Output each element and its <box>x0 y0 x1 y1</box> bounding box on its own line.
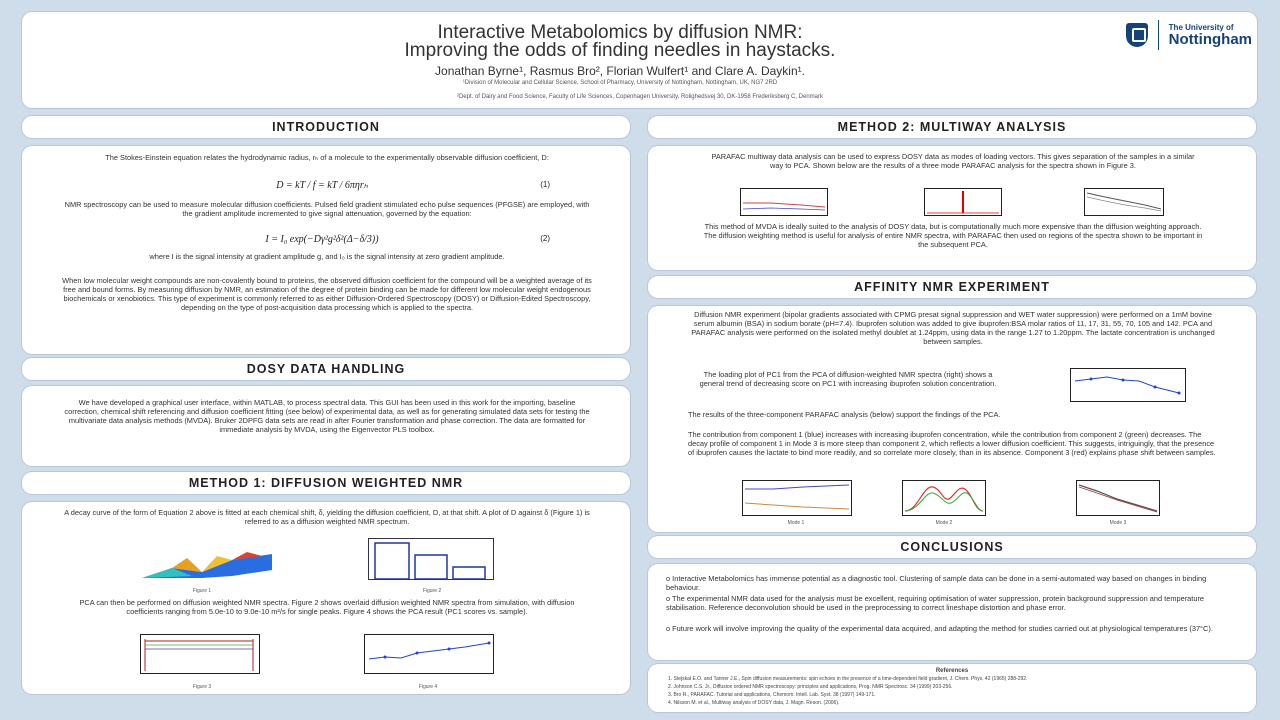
affiliation-2: ²Dept. of Dairy and Food Science, Faculty of Life Sciences, Copenhagen University, Rolighedsvej 30, DK-1958 Frederiksberg C, Denmark <box>456 94 824 100</box>
poster-title-line1: Interactive Metabolomics by diffusion NMR: <box>437 22 803 43</box>
logo-line2: Nottingham <box>1168 31 1252 48</box>
affinity-mode1-plot <box>742 480 852 516</box>
method2-paragraph-2: This method of MVDA is ideally suited to the analysis of DOSY data, but is computationally much more expensive than the diffusion weighting approach. The diffusion weighting method is useful for analysis of entire NMR spectra, with PARAFAC then used on regions of the spectra shown to be important in the subsequent PCA. <box>703 222 1203 249</box>
mode1-graphic <box>741 189 827 215</box>
affinity-paragraph-1: Diffusion NMR experiment (bipolar gradients associated with CPMG presat signal suppression and WET water suppression) were performed on a 1mM bovine serum albumin (BSA) in sodium borate (pH=7.4). Ibuprofen solution was added to give ibuprofen:BSA molar ratios of 11, 17, 31, 55, 70, 105 and 142. PCA and PARAFAC analysis were performed on the isolated methyl doublet at 1.24ppm, using data in the range 1.27 to 1.20ppm. The lactate concentration is unchanged between samples. <box>691 310 1215 346</box>
mode2-graphic <box>925 189 1001 215</box>
method2-heading: METHOD 2: MULTIWAY ANALYSIS <box>648 116 1256 138</box>
affinity-mode2-caption: Mode 2 <box>935 520 953 526</box>
introduction-panel <box>22 146 630 354</box>
conclusion-bullet-1: o Interactive Metabolomics has immense potential as a diagnostic tool. Clustering of sample data can be done in a semi-automated way based on changes in binding behaviour. <box>666 574 1207 592</box>
method1-heading: METHOD 1: DIFFUSION WEIGHTED NMR <box>22 472 630 494</box>
figure-4-pca <box>364 634 494 674</box>
affiliation-1: ¹Division of Molecular and Cellular Science, School of Pharmacy, University of Nottingham, Nottingham, UK, NG7 2RD <box>462 80 778 86</box>
bar-plot-graphic <box>369 539 493 579</box>
dosy-paragraph: We have developed a graphical user interface, within MATLAB, to process spectral data. This GUI has been used in this work for the importing, baseline correction, chemical shift referencing and diffusion coefficient fitting (see below) of experimental data, as well as for generating simulated data sets for testing the multivariate data analysis methods (MVDA). Bruker 2DPFG data sets are read in after Fourier transformation and phase correction. The data are formatted for immediate analysis by MVDA, using the Eigenvector PLS toolbox. <box>64 398 590 434</box>
surface-plot-graphic <box>132 550 282 580</box>
university-logo <box>1126 20 1252 50</box>
affinity-mode1-graphic <box>743 481 851 515</box>
figure-2-bars <box>368 538 494 580</box>
loading-plot-graphic <box>1071 369 1185 401</box>
affinity-paragraph-2: The loading plot of PC1 from the PCA of diffusion-weighted NMR spectra (right) shows a general trend of decreasing score on PC1 with increasing ibuprofen solution concentration. <box>699 370 997 388</box>
logo-divider <box>1158 20 1159 50</box>
stokes-einstein-equation: D = kT / f = kT / 6πηrₕ <box>276 180 368 191</box>
affinity-loading-plot <box>1070 368 1186 402</box>
method2-paragraph-1: PARAFAC multiway data analysis can be used to express DOSY data as modes of loading vectors. This gives separation of the samples in a similar way to PCA. Shown below are the results of a three mode PARAFAC analysis for the spectra shown in Figure 3. <box>711 152 1195 170</box>
pca-plot-graphic <box>365 635 493 673</box>
equation-2-number: (2) <box>540 234 550 243</box>
attenuation-equation: I = I₀ exp(−Dγ²g²δ²(Δ−δ/3)) <box>265 234 379 245</box>
reference-4: 4. Nilsson M. et al., Multiway analysis of DOSY data, J. Magn. Reson. (2006). <box>668 700 840 706</box>
figure-3-spectra <box>140 634 260 674</box>
method1-panel <box>22 502 630 694</box>
method2-mode1-plot <box>740 188 828 216</box>
figure-2-caption: Figure 2 <box>422 588 442 594</box>
affinity-paragraph-4: The contribution from component 1 (blue) increases with increasing ibuprofen concentration, while the contribution from component 2 (green) decreases. The decay profile of component 1 in Mode 3 is more steep than component 2, which reflects a lower diffusion coefficient. This suggests, intriguingly, that the presence of ibuprofen causes the lactate to bind more readily, and so correlate more closely, than in its absence. Component 3 (red) explains phase shift between samples. <box>688 430 1216 457</box>
spectra-plot-graphic <box>141 635 259 673</box>
intro-paragraph-1: The Stokes-Einstein equation relates the hydrodynamic radius, rₕ of a molecule to the experimentally observable diffusion coefficient, D: <box>105 153 549 162</box>
conclusion-bullet-2: o The experimental NMR data used for the analysis must be excellent, requiring optimisation of water suppression, protein background suppression and temperature stabilisation. Reference deconvolution should be used in the preprocessing to correct lineshape distortion and phase error. <box>666 594 1205 612</box>
method1-paragraph-2: PCA can then be performed on diffusion weighted NMR spectra. Figure 2 shows overlaid diffusion weighted NMR spectra from simulation, with diffusion coefficients ranging from 5.0e-10 to 9.0e-10 m²/s for single peaks. Figure 4 shows the PCA result (PC1 scores vs. sample). <box>79 598 575 616</box>
conclusions-panel <box>648 564 1256 660</box>
conclusion-bullet-3: o Future work will involve improving the quality of the experimental data acquired, and adapting the method for studies carried out at physiological temperatures (37°C). <box>666 624 1213 633</box>
logo-line1: The University of <box>1168 23 1234 32</box>
method2-mode2-plot <box>924 188 1002 216</box>
method1-paragraph-1: A decay curve of the form of Equation 2 above is fitted at each chemical shift, δ, yielding the diffusion coefficient, D, at that shift. A plot of D against δ (Figure 1) is referred to as a diffusion weighted NMR spectrum. <box>64 508 590 526</box>
intro-paragraph-4: When low molecular weight compounds are non-covalently bound to proteins, the observed diffusion coefficient for the compound will be a weighted average of its free and bound forms. By measuring diffusion by NMR, an estimation of the degree of protein binding can be made for different low molecular weight endogenous biochemicals or xenobiotics. This type of experiment is commonly referred to as either Diffusion-Ordered Spectroscopy (DOSY) or Diffusion-Edited Spectroscopy, depending on the type of post-acquisition data processing which is applied to the spectra. <box>62 276 592 312</box>
affinity-paragraph-3: The results of the three-component PARAFAC analysis (below) support the findings of the PCA. <box>688 410 1001 419</box>
figure-1-caption: Figure 1 <box>192 588 212 594</box>
poster-title-line2: Improving the odds of finding needles in haystacks. <box>404 40 836 61</box>
reference-2: 2. Johnson C.S. Jr., Diffusion ordered NMR spectroscopy: principles and applications, Prog. NMR Spectrosc. 34 (1999) 203-256. <box>668 684 953 690</box>
dosy-panel <box>22 386 630 466</box>
dosy-heading: DOSY DATA HANDLING <box>22 358 630 380</box>
intro-paragraph-3: where I is the signal intensity at gradient amplitude g, and I₀ is the signal intensity at zero gradient amplitude. <box>149 252 505 261</box>
affinity-heading: AFFINITY NMR EXPERIMENT <box>648 276 1256 298</box>
reference-3: 3. Bro R., PARAFAC. Tutorial and applications, Chemom. Intell. Lab. Syst. 38 (1997) 149-171. <box>668 692 876 698</box>
reference-1: 1. Stejskal E.O. and Tanner J.E., Spin diffusion measurements: spin echoes in the presence of a time-dependent field gradient, J. Chem. Phys. 42 (1965) 288-292. <box>668 676 1028 682</box>
mode3-graphic <box>1085 189 1163 215</box>
conclusions-heading: CONCLUSIONS <box>648 536 1256 558</box>
affinity-mode1-caption: Mode 1 <box>787 520 805 526</box>
affinity-mode3-caption: Mode 3 <box>1109 520 1127 526</box>
authors: Jonathan Byrne¹, Rasmus Bro², Florian Wulfert¹ and Clare A. Daykin¹. <box>435 64 805 78</box>
affinity-mode3-graphic <box>1077 481 1159 515</box>
introduction-heading: INTRODUCTION <box>22 116 630 138</box>
references-panel <box>648 664 1256 712</box>
method2-panel <box>648 146 1256 270</box>
affinity-mode2-plot <box>902 480 986 516</box>
affinity-panel <box>648 306 1256 532</box>
intro-paragraph-2: NMR spectroscopy can be used to measure molecular diffusion coefficients. Pulsed field gradient stimulated echo pulse sequences (PFGSE) are employed, with the gradient amplitude incremented to give signal attenuation, governed by the equation: <box>64 200 590 218</box>
method2-mode3-plot <box>1084 188 1164 216</box>
figure-3-caption: Figure 3 <box>192 684 212 690</box>
equation-1-number: (1) <box>540 180 550 189</box>
references-heading: References <box>935 668 969 674</box>
affinity-mode3-plot <box>1076 480 1160 516</box>
figure-4-caption: Figure 4 <box>418 684 438 690</box>
affinity-mode2-graphic <box>903 481 985 515</box>
figure-1-surface <box>132 550 282 580</box>
crest-icon <box>1126 23 1148 47</box>
